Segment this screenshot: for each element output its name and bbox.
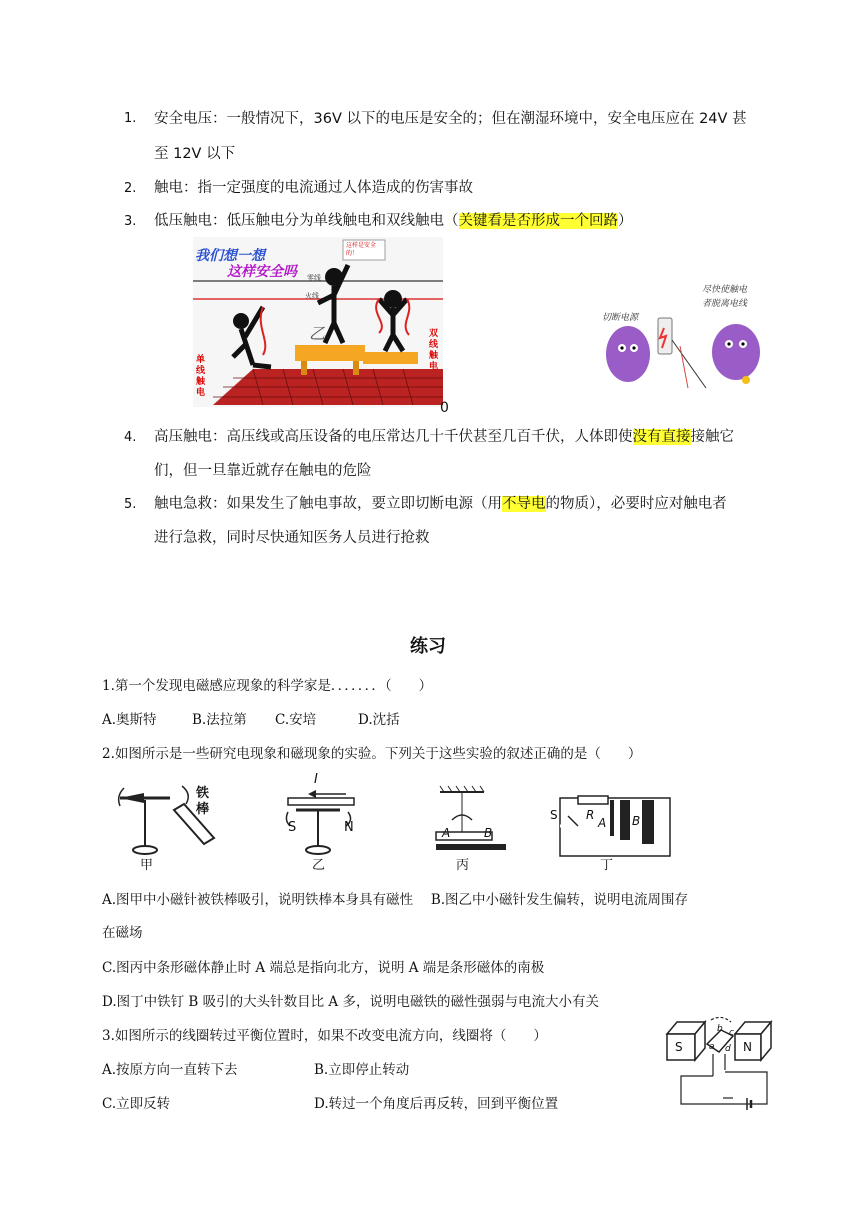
item-3-number: 3.	[124, 214, 137, 229]
figure1-caption: 0	[440, 400, 449, 416]
item-3-highlight: 关键看是否形成一个回路	[458, 213, 618, 229]
q2-fig-label-jia: 甲	[140, 858, 154, 873]
item-5-highlight: 不导电	[502, 496, 546, 512]
q2-fig-switch-label: S	[550, 808, 558, 822]
q2-fig-nail-a-label: A	[598, 816, 607, 830]
q1-option-d: D.沈括	[358, 712, 400, 728]
q3-fig-s-label: S	[675, 1040, 683, 1054]
figure1-fire-wire-label: 火线	[305, 292, 319, 300]
q3-option-d: D.转过一个角度后再反转，回到平衡位置	[314, 1096, 559, 1112]
item-2-number: 2.	[124, 181, 137, 196]
item-4-line2: 们，但一旦靠近就存在触电的危险	[154, 463, 372, 479]
figure1-zero-wire-label: 零线	[307, 274, 321, 282]
figure1-title-line2: 这样安全吗	[227, 264, 297, 280]
q2-fig-nail-b-label: B	[632, 814, 641, 828]
q2-fig-label-bing: 丙	[456, 858, 470, 873]
item-3-post: ）	[618, 213, 633, 229]
item-5-line2: 进行急救，同时尽快通知医务人员进行抢救	[154, 530, 430, 546]
q2-fig-current-label: I	[314, 772, 318, 787]
q2-option-c: C.图丙中条形磁体静止时 A 端总是指向北方，说明 A 端是条形磁体的南极	[102, 960, 545, 976]
question-1: 1.第一个发现电磁感应现象的科学家是．．．．．．．（ ）	[102, 678, 433, 694]
item-4-highlight: 没有直接	[632, 429, 691, 445]
item-1-number: 1.	[124, 111, 137, 126]
section-title: 练习	[410, 636, 446, 657]
q2-fig-label-yi: 乙	[312, 858, 326, 873]
figure1-double-wire-label: 双线触电	[429, 329, 439, 372]
figure-rescue-cartoon	[596, 276, 778, 398]
q2-fig-a-label: A	[442, 826, 451, 840]
q1-option-c: C.安培	[275, 712, 317, 728]
q2-fig-n-label: N	[344, 820, 354, 835]
item-4-post: 接触它	[690, 429, 734, 445]
item-4-pre: 高压触电：高压线或高压设备的电压常达几十千伏甚至几百千伏，人体即使	[154, 429, 633, 445]
item-5-post: 的物质），必要时应对触电者	[545, 496, 727, 512]
question-3: 3.如图所示的线圈转过平衡位置时，如果不改变电流方向，线圈将（ ）	[102, 1028, 547, 1044]
item-4-line1	[154, 427, 734, 447]
q3-fig-c-label: c	[729, 1028, 734, 1038]
q2-fig-b-label: B	[484, 826, 493, 840]
q1-option-a: A.奥斯特	[102, 712, 157, 728]
q3-option-c: C.立即反转	[102, 1096, 171, 1112]
figure2-text-left: 切断电源	[602, 313, 639, 323]
q3-option-b: B.立即停止转动	[314, 1062, 410, 1078]
q2-fig-iron-rod-label-1: 铁	[196, 786, 210, 801]
q2-option-ab-line1: A.图甲中小磁针被铁棒吸引，说明铁棒本身具有磁性 B.图乙中小磁针发生偏转，说明电流周围存	[102, 892, 689, 908]
q3-fig-a-label: a	[709, 1042, 715, 1052]
item-1-line2: 至 12V 以下	[154, 146, 236, 162]
question-2: 2.如图所示是一些研究电现象和磁现象的实验。下列关于这些实验的叙述正确的是（ ）	[102, 746, 642, 762]
q3-fig-n-label: N	[743, 1040, 752, 1054]
q2-fig-iron-rod-label-2: 棒	[196, 802, 210, 817]
figure1-char-b: 乙	[309, 324, 326, 343]
figure1-speech-bubble: 这样是安全的！	[346, 242, 377, 257]
item-5-line1	[154, 494, 727, 514]
question-2-figure	[100, 770, 680, 873]
q3-option-a: A.按原方向一直转下去	[102, 1062, 238, 1078]
figure2-text-right-2: 者脱离电线	[702, 299, 748, 309]
q2-fig-s-label: S	[288, 820, 297, 835]
item-5-pre: 触电急救：如果发生了触电事故，要立即切断电源（用	[154, 496, 502, 512]
item-2-line1: 触电：指一定强度的电流通过人体造成的伤害事故	[154, 180, 473, 196]
item-4-number: 4.	[124, 430, 137, 445]
figure1-title-line1: 我们想一想	[195, 248, 265, 264]
figure-low-voltage-shock	[193, 237, 443, 407]
q2-fig-r-label: R	[586, 808, 595, 822]
item-3-line1	[154, 211, 633, 231]
q2-option-d: D.图丁中铁钉 B 吸引的大头针数目比 A 多，说明电磁铁的磁性强弱与电流大小有关	[102, 994, 599, 1010]
figure2-text-right-1: 尽快使触电	[702, 285, 748, 295]
item-3-pre: 低压触电：低压触电分为单线触电和双线触电（	[154, 213, 459, 229]
figure1-single-wire-label: 单线触电	[196, 355, 206, 398]
q3-fig-b-label: b	[717, 1024, 723, 1034]
item-5-number: 5.	[124, 497, 137, 512]
item-1-line1: 安全电压：一般情况下，36V 以下的电压是安全的；但在潮湿环境中，安全电压应在 24V 甚	[154, 111, 747, 127]
q2-option-ab-line2: 在磁场	[102, 925, 143, 941]
q3-fig-d-label: d	[725, 1044, 731, 1054]
q2-fig-label-ding: 丁	[600, 858, 614, 873]
question-3-figure	[663, 1014, 775, 1110]
q1-option-b: B.法拉第	[192, 712, 247, 728]
